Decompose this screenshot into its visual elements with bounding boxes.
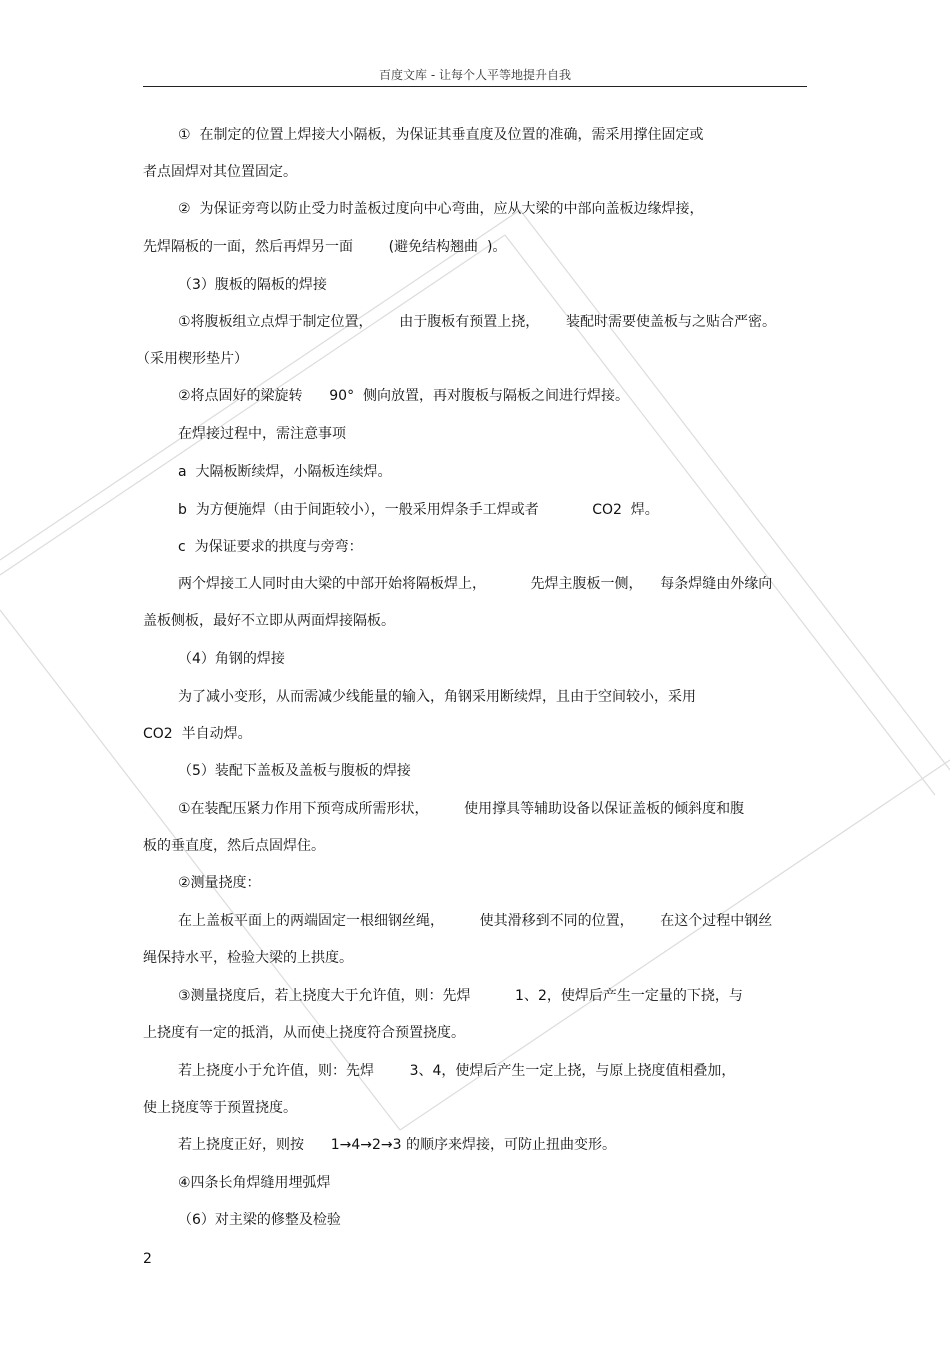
body-line: 盖板侧板，最好不立即从两面焊接隔板。	[143, 613, 395, 629]
body-line: 上挠度有一定的抵消，从而使上挠度符合预置挠度。	[143, 1025, 465, 1041]
body-line: ②测量挠度：	[178, 875, 261, 891]
body-line: 使上挠度等于预置挠度。	[143, 1100, 297, 1116]
body-line: 在焊接过程中，需注意事项	[178, 426, 346, 442]
body-line: ② 为保证旁弯以防止受力时盖板过度向中心弯曲，应从大梁的中部向盖板边缘焊接，	[178, 201, 704, 217]
section-heading: （5）装配下盖板及盖板与腹板的焊接	[178, 763, 411, 779]
body-line: 为了减小变形，从而需减少线能量的输入，角钢采用断续焊，且由于空间较小，采用	[178, 689, 696, 705]
body-line: ④四条长角焊缝用埋弧焊	[178, 1175, 331, 1191]
body-line: 绳保持水平，检验大梁的上拱度。	[143, 950, 353, 966]
body-line: 两个焊接工人同时由大梁的中部开始将隔板焊上， 先焊主腹板一侧， 每条焊缝由外缘向	[178, 576, 773, 592]
body-line: 若上挠度正好，则按 1→4→2→3 的顺序来焊接，可防止扭曲变形。	[178, 1137, 616, 1153]
body-line: CO2 半自动焊。	[143, 726, 252, 742]
body-line: 在上盖板平面上的两端固定一根细钢丝绳， 使其滑移到不同的位置， 在这个过程中钢丝	[178, 913, 773, 929]
body-line: a 大隔板断续焊，小隔板连续焊。	[178, 464, 392, 480]
body-line: 若上挠度小于允许值，则：先焊 3、4，使焊后产生一定上挠，与原上挠度值相叠加，	[178, 1063, 736, 1079]
section-heading: （4）角钢的焊接	[178, 651, 285, 667]
body-line: ③测量挠度后，若上挠度大于允许值，则：先焊 1、2，使焊后产生一定量的下挠，与	[178, 988, 743, 1004]
body-line: ②将点固好的梁旋转 90° 侧向放置，再对腹板与隔板之间进行焊接。	[178, 388, 629, 404]
body-line: ①在装配压紧力作用下预弯成所需形状， 使用撑具等辅助设备以保证盖板的倾斜度和腹	[178, 801, 745, 817]
body-line: b 为方便施焊（由于间距较小），一般采用焊条手工焊或者 CO2 焊。	[178, 502, 659, 518]
body-line: 先焊隔板的一面，然后再焊另一面 (避免结构翘曲 )。	[143, 239, 507, 255]
body-line: 板的垂直度，然后点固焊住。	[143, 838, 325, 854]
body-line: （采用楔形垫片）	[136, 351, 248, 367]
body-line: ①将腹板组立点焊于制定位置， 由于腹板有预置上挠， 装配时需要使盖板与之贴合严密。	[178, 314, 776, 330]
body-line: ① 在制定的位置上焊接大小隔板，为保证其垂直度及位置的准确，需采用撑住固定或	[178, 127, 704, 143]
body-line: c 为保证要求的拱度与旁弯：	[178, 539, 363, 555]
section-heading: （6）对主梁的修整及检验	[178, 1212, 341, 1228]
header-divider	[143, 86, 807, 87]
page-header: 百度文库 - 让每个人平等地提升自我	[379, 68, 571, 82]
page-number: 2	[143, 1251, 152, 1267]
section-heading: （3）腹板的隔板的焊接	[178, 277, 327, 293]
body-line: 者点固焊对其位置固定。	[143, 164, 297, 180]
